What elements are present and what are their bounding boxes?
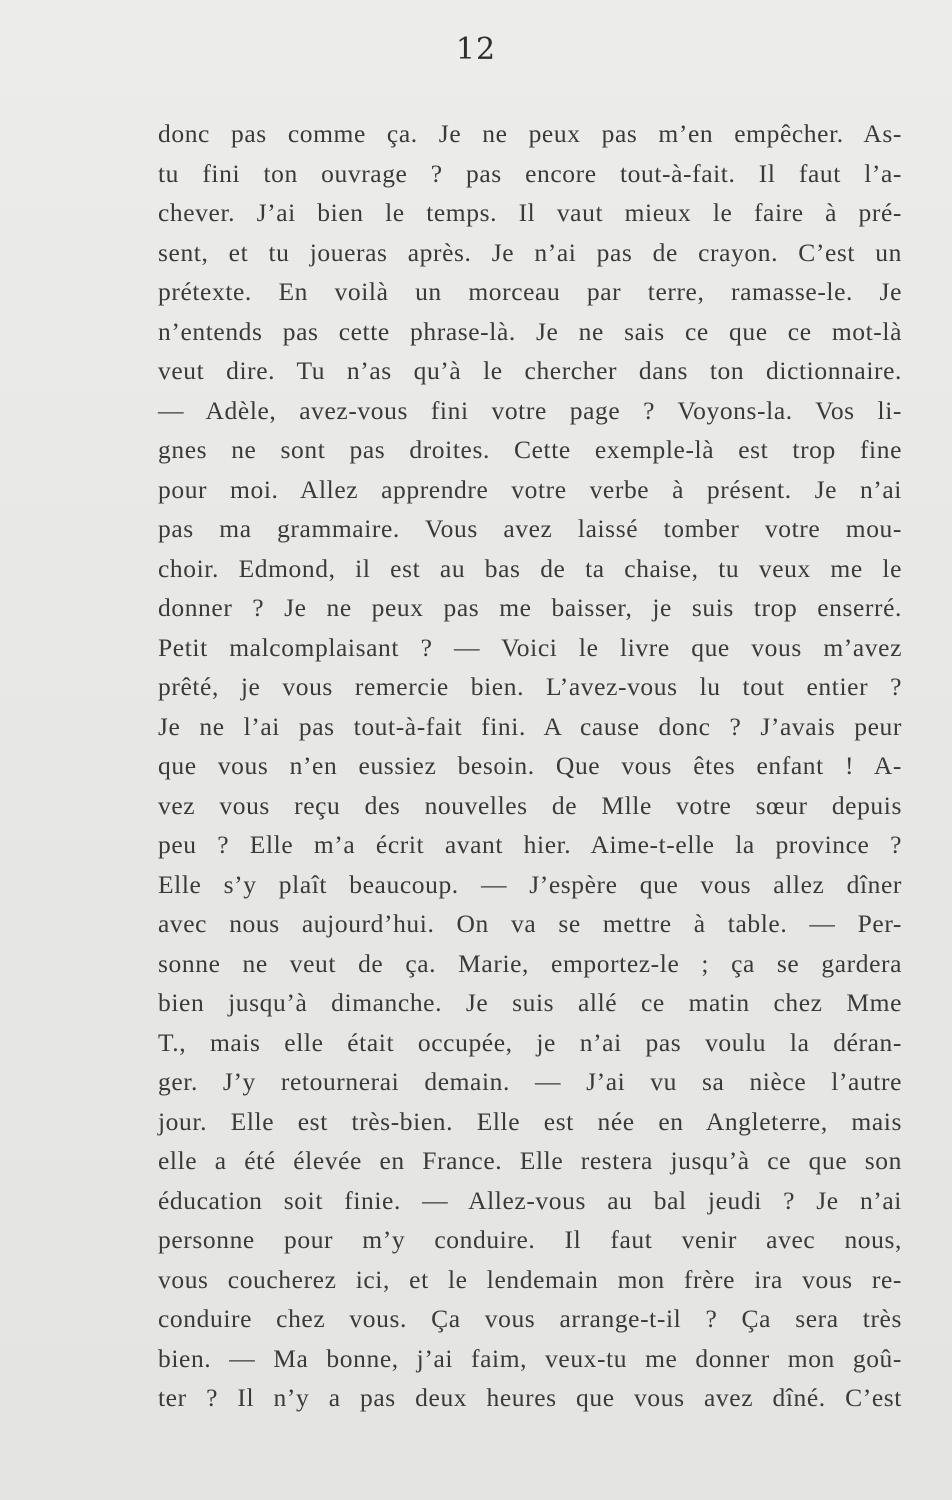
text-line: sonne ne veut de ça. Marie, emportez-le ; ça se gardera — [158, 948, 902, 978]
text-line: elle a été élevée en France. Elle restera jusqu’à ce que son — [158, 1146, 902, 1175]
text-line: sent, et tu joueras après. Je n’ai pas de crayon. C’est un — [158, 237, 902, 267]
text-line: veut dire. Tu n’as qu’à le chercher dans ton dictionnaire. — [158, 356, 902, 385]
text-line: personne pour m’y conduire. Il faut venir avec nous, — [158, 1225, 902, 1254]
text-line: tu fini ton ouvrage ? pas encore tout-à-fait. Il faut l’a- — [158, 158, 902, 188]
text-line: Elle s’y plaît beaucoup. — J’espère que vous allez dîner — [158, 869, 902, 899]
text-line: prétexte. En voilà un morceau par terre, ramasse-le. Je — [158, 277, 902, 306]
text-line: Je ne l’ai pas tout-à-fait fini. A cause donc ? J’avais peur — [158, 711, 902, 741]
text-line: que vous n’en eussiez besoin. Que vous êtes enfant ! A- — [158, 751, 902, 780]
text-line: ger. J’y retournerai demain. — J’ai vu sa nièce l’autre — [158, 1067, 902, 1096]
text-line: donner ? Je ne peux pas me baisser, je suis trop enserré. — [158, 593, 902, 622]
text-line: donc pas comme ça. Je ne peux pas m’en empêcher. As- — [158, 119, 902, 148]
text-line: vez vous reçu des nouvelles de Mlle votre sœur depuis — [158, 790, 902, 820]
text-line: vous coucherez ici, et le lendemain mon frère ira vous re- — [158, 1264, 902, 1294]
body-text — [158, 114, 902, 1418]
text-line: ter ? Il n’y a pas deux heures que vous avez dîné. C’est — [158, 1383, 902, 1412]
text-line: T., mais elle était occupée, je n’ai pas voulu la déran- — [158, 1027, 902, 1057]
text-line: — Adèle, avez-vous fini votre page ? Voyons-la. Vos li- — [158, 395, 902, 425]
text-line: gnes ne sont pas droites. Cette exemple-là est trop fine — [158, 435, 902, 464]
text-line: conduire chez vous. Ça vous arrange-t-il ? Ça sera très — [158, 1304, 902, 1333]
text-line: prêté, je vous remercie bien. L’avez-vous lu tout entier ? — [158, 672, 902, 701]
text-line: pas ma grammaire. Vous avez laissé tomber votre mou- — [158, 514, 902, 543]
text-line: Petit malcomplaisant ? — Voici le livre que vous m’avez — [158, 632, 902, 662]
text-line: choir. Edmond, il est au bas de ta chaise, tu veux me le — [158, 553, 902, 583]
text-line: avec nous aujourd’hui. On va se mettre à table. — Per- — [158, 909, 902, 938]
text-line: éducation soit finie. — Allez-vous au bal jeudi ? Je n’ai — [158, 1185, 902, 1215]
text-line: bien. — Ma bonne, j’ai faim, veux-tu me donner mon goû- — [158, 1343, 902, 1373]
text-line: chever. J’ai bien le temps. Il vaut mieux le faire à pré- — [158, 198, 902, 227]
text-line: bien jusqu’à dimanche. Je suis allé ce matin chez Mme — [158, 988, 902, 1017]
text-line: pour moi. Allez apprendre votre verbe à présent. Je n’ai — [158, 474, 902, 504]
page-number: 12 — [455, 32, 497, 67]
text-line: jour. Elle est très-bien. Elle est née en Angleterre, mais — [158, 1106, 902, 1136]
text-line: peu ? Elle m’a écrit avant hier. Aime-t-elle la province ? — [158, 830, 902, 859]
text-line: n’entends pas cette phrase-là. Je ne sais ce que ce mot-là — [158, 316, 902, 346]
